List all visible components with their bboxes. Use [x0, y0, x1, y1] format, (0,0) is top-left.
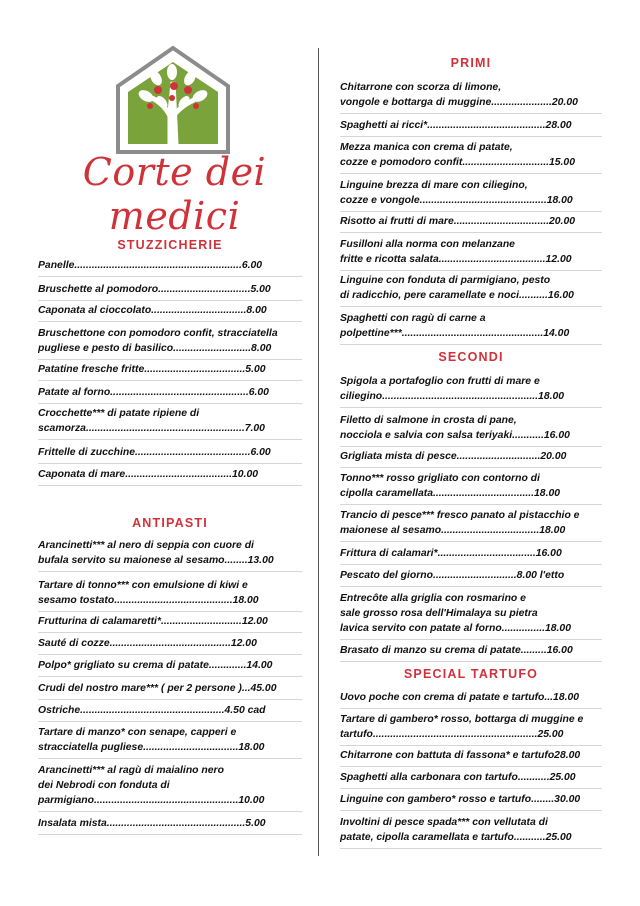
- menu-item: [340, 792, 602, 807]
- item-separator: [38, 485, 302, 486]
- item-separator: [340, 504, 602, 505]
- menu-item: [38, 725, 302, 755]
- item-separator: [38, 758, 302, 759]
- menu-item: [340, 311, 602, 341]
- item-separator: [340, 407, 602, 408]
- menu-item: [38, 703, 302, 718]
- menu-item: [340, 140, 602, 170]
- menu-item: [340, 508, 602, 538]
- menu-item-line: maionese al sesamo..................................18.00: [340, 525, 566, 536]
- menu-item-line: Brasato di manzo su crema di patate.........16.00: [340, 645, 573, 656]
- menu-item-line: lavica servito con patate al forno...............18.00: [340, 623, 571, 634]
- menu-item-line: Chitarrone con scorza di limone,: [340, 82, 502, 93]
- menu-item-line: nocciola e salvia con salsa teriyaki...........16.00: [340, 430, 570, 441]
- item-separator: [340, 661, 602, 662]
- menu-item: [38, 385, 302, 400]
- menu-item-line: Ostriche..................................................4.50 cad: [38, 705, 266, 716]
- menu-item: [38, 681, 302, 696]
- menu-item: [38, 258, 302, 273]
- column-divider: [318, 48, 319, 856]
- menu-item-line: Mezza manica con crema di patate,: [340, 142, 513, 153]
- menu-item: [340, 471, 602, 501]
- brand-name: Corte dei medici: [82, 150, 267, 238]
- item-separator: [38, 721, 302, 722]
- menu-item-line: Patatine fresche fritte...................................5.00: [38, 364, 266, 375]
- menu-item-line: Spaghetti alla carbonara con tartufo...........25.00: [340, 772, 576, 783]
- item-separator: [340, 766, 602, 767]
- menu-item-line: Arancinetti*** al nero di seppia con cuore di: [38, 540, 254, 551]
- item-separator: [340, 344, 602, 345]
- menu-item-line: Crudi del nostro mare*** ( per 2 persone )...45.00: [38, 683, 277, 694]
- menu-item-line: Grigliata mista di pesce.............................20.00: [340, 451, 567, 462]
- item-separator: [340, 810, 602, 811]
- item-separator: [340, 541, 602, 542]
- menu-item: [340, 546, 602, 561]
- item-separator: [38, 699, 302, 700]
- menu-item: [340, 118, 602, 133]
- item-separator: [340, 467, 602, 468]
- menu-item-line: sale grosso rosa dell'Himalaya su pietra: [340, 608, 538, 619]
- section-title-primi: PRIMI: [450, 56, 492, 70]
- item-separator: [340, 232, 602, 233]
- menu-item-line: polpettine***.................................................14.00: [340, 328, 570, 339]
- item-separator: [38, 676, 302, 677]
- menu-item: [38, 303, 302, 318]
- menu-item-line: Pescato del giorno.............................8.00 l'etto: [340, 570, 565, 581]
- menu-item-line: Tartare di manzo* con senape, capperi e: [38, 727, 237, 738]
- menu-item-line: Arancinetti*** al ragù di maialino nero: [38, 765, 224, 776]
- menu-item-line: Frittelle di zucchine........................................6.00: [38, 447, 271, 458]
- item-separator: [340, 136, 602, 137]
- menu-item: [38, 578, 302, 608]
- menu-item: [340, 748, 602, 763]
- menu-item-line: cozze e pomodoro confit..............................15.00: [340, 157, 575, 168]
- menu-item: [340, 80, 602, 110]
- menu-item: [38, 538, 302, 568]
- right-column: [340, 0, 602, 906]
- menu-item-line: Sauté di cozze..........................................12.00: [38, 638, 257, 649]
- menu-item-line: bufala servito su maionese al sesamo........13.00: [38, 555, 274, 566]
- menu-item: [340, 237, 602, 267]
- menu-item-line: Bruschettone con pomodoro confit, stracciatella: [38, 328, 278, 339]
- item-separator: [38, 654, 302, 655]
- item-separator: [38, 439, 302, 440]
- menu-item-line: Bruschette al pomodoro................................5.00: [38, 284, 271, 295]
- menu-item-line: Fusilloni alla norma con melanzane: [340, 239, 515, 250]
- item-separator: [340, 745, 602, 746]
- menu-item-line: Polpo* grigliato su crema di patate.............14.00: [38, 660, 273, 671]
- item-separator: [340, 788, 602, 789]
- menu-item-line: Crocchette*** di patate ripiene di: [38, 408, 200, 419]
- menu-item-line: Uovo poche con crema di patate e tartufo...18.00: [340, 692, 580, 703]
- menu-item: [38, 658, 302, 673]
- menu-item-line: tartufo.........................................................25.00: [340, 729, 564, 740]
- item-separator: [38, 834, 302, 835]
- item-separator: [340, 173, 602, 174]
- menu-item-line: Spaghetti con ragù di carne a: [340, 313, 486, 324]
- menu-item: [38, 614, 302, 629]
- menu-item-line: Frittura di calamari*..................................16.00: [340, 548, 562, 559]
- item-separator: [38, 463, 302, 464]
- menu-item: [340, 374, 602, 404]
- item-separator: [38, 632, 302, 633]
- menu-item-line: sesamo tostato.........................................18.00: [38, 595, 259, 606]
- menu-item: [340, 178, 602, 208]
- menu-item: [340, 690, 602, 705]
- menu-item-line: cipolla caramellata...................................18.00: [340, 488, 561, 499]
- item-separator: [340, 113, 602, 114]
- menu-item-line: parmigiano..................................................10.00: [38, 795, 265, 806]
- item-separator: [38, 811, 302, 812]
- menu-item: [38, 636, 302, 651]
- item-separator: [38, 380, 302, 381]
- menu-item-line: Tonno*** rosso grigliato con contorno di: [340, 473, 540, 484]
- menu-item: [38, 326, 302, 356]
- menu-item: [340, 273, 602, 303]
- item-separator: [38, 321, 302, 322]
- menu-item-line: dei Nebrodi con fonduta di: [38, 780, 170, 791]
- menu-item: [340, 568, 602, 583]
- menu-item: [340, 214, 602, 229]
- menu-item-line: vongole e bottarga di muggine.....................20.00: [340, 97, 578, 108]
- menu-item-line: scamorza.......................................................7.00: [38, 423, 265, 434]
- item-separator: [340, 564, 602, 565]
- item-separator: [38, 403, 302, 404]
- menu-item: [38, 816, 302, 831]
- menu-item-line: fritte e ricotta salata.....................................12.00: [340, 254, 572, 265]
- menu-item: [340, 449, 602, 464]
- menu-item-line: Panelle..........................................................6.00: [38, 260, 263, 271]
- item-separator: [38, 300, 302, 301]
- menu-item-line: Linguine con gambero* rosso e tartufo........30.00: [340, 794, 581, 805]
- menu-item: [38, 406, 302, 436]
- item-separator: [340, 586, 602, 587]
- menu-item-line: Chitarrone con battuta di fassona* e tartufo28.00: [340, 750, 581, 761]
- menu-item-line: Frutturina di calamaretti*............................12.00: [38, 616, 268, 627]
- menu-item-line: Spigola a portafoglio con frutti di mare e: [340, 376, 540, 387]
- menu-item: [340, 413, 602, 443]
- menu-item-line: Insalata mista................................................5.00: [38, 818, 266, 829]
- menu-item-line: ciliegino......................................................18.00: [340, 391, 565, 402]
- menu-item: [38, 467, 302, 482]
- section-title-special-tartufo: SPECIAL TARTUFO: [403, 667, 539, 681]
- menu-item-line: Tartare di gambero* rosso, bottarga di muggine e: [340, 714, 584, 725]
- menu-item-line: Linguine con fonduta di parmigiano, pesto: [340, 275, 551, 286]
- item-separator: [340, 306, 602, 307]
- item-separator: [340, 639, 602, 640]
- menu-item: [38, 362, 302, 377]
- item-separator: [38, 276, 302, 277]
- item-separator: [38, 611, 302, 612]
- menu-item-line: Linguine brezza di mare con ciliegino,: [340, 180, 528, 191]
- menu-item: [340, 712, 602, 742]
- menu-item-line: Filetto di salmone in crosta di pane,: [340, 415, 517, 426]
- section-title-secondi: SECONDI: [438, 350, 504, 364]
- menu-item-line: patate, cipolla caramellata e tartufo...........25.00: [340, 832, 572, 843]
- menu-item: [340, 770, 602, 785]
- item-separator: [38, 359, 302, 360]
- menu-item-line: Risotto ai frutti di mare.................................20.00: [340, 216, 575, 227]
- item-separator: [340, 446, 602, 447]
- menu-item: [340, 643, 602, 658]
- menu-item-line: Entrecôte alla griglia con rosmarino e: [340, 593, 526, 604]
- section-title-stuzzicherie: STUZZICHERIE: [117, 238, 223, 252]
- menu-item: [340, 591, 602, 636]
- menu-item-line: di radicchio, pere caramellate e noci..........16.00: [340, 290, 574, 301]
- menu-item-line: pugliese e pesto di basilico...........................8.00: [38, 343, 272, 354]
- item-separator: [38, 571, 302, 572]
- menu-item-line: Trancio di pesce*** fresco panato al pistacchio e: [340, 510, 580, 521]
- menu-item-line: Spaghetti ai ricci*.........................................28.00: [340, 120, 572, 131]
- menu-item: [340, 815, 602, 845]
- section-title-antipasti: ANTIPASTI: [132, 516, 208, 530]
- menu-item: [38, 763, 302, 808]
- menu-item: [38, 282, 302, 297]
- item-separator: [340, 270, 602, 271]
- menu-item-line: Involtini di pesce spada*** con vellutata di: [340, 817, 548, 828]
- item-separator: [340, 708, 602, 709]
- menu-item-line: Caponata al cioccolato.................................8.00: [38, 305, 267, 316]
- menu-item-line: stracciatella pugliese.................................18.00: [38, 742, 265, 753]
- menu-item-line: Caponata di mare.....................................10.00: [38, 469, 259, 480]
- item-separator: [340, 848, 602, 849]
- item-separator: [340, 211, 602, 212]
- menu-item: [38, 445, 302, 460]
- menu-item-line: cozze e vongole............................................18.00: [340, 195, 573, 206]
- menu-item-line: Patate al forno................................................6.00: [38, 387, 269, 398]
- menu-item-line: Tartare di tonno*** con emulsione di kiwi e: [38, 580, 248, 591]
- left-column: [38, 0, 302, 906]
